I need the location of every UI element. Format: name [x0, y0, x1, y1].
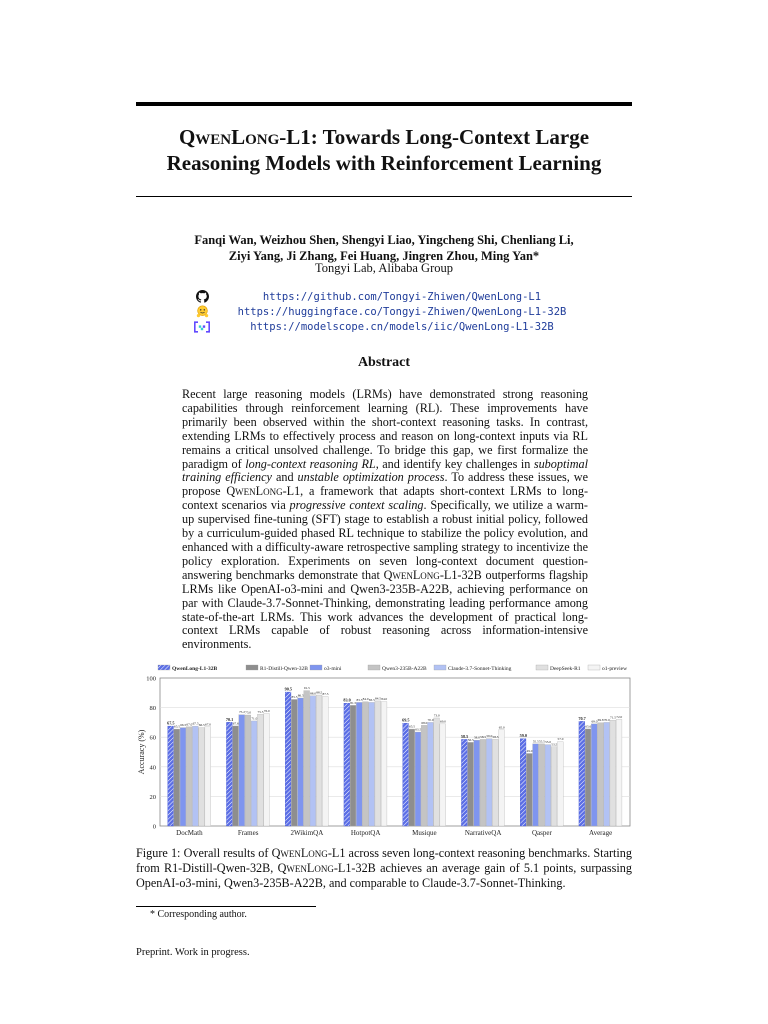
- bar: [604, 722, 610, 826]
- bar: [492, 739, 498, 826]
- bar: [174, 729, 180, 826]
- link-row-huggingface: [190, 304, 590, 319]
- abstract-paragraph: [182, 388, 588, 652]
- data-label: 66.5: [180, 723, 187, 728]
- abstract-emphasis: unstable optimization process: [297, 470, 445, 485]
- figure-1-chart: [136, 660, 632, 840]
- y-tick-label: 80: [149, 705, 156, 713]
- bar: [316, 695, 322, 826]
- data-label: 69.5: [402, 717, 410, 723]
- data-label: 70.7: [578, 715, 586, 721]
- bar-chart: [136, 660, 632, 840]
- bar: [415, 732, 421, 826]
- y-tick-label: 100: [146, 675, 156, 683]
- x-tick-label: 2WikimQA: [290, 829, 324, 837]
- bar: [363, 702, 369, 826]
- data-label: 53.5: [551, 742, 558, 747]
- bar: [180, 728, 186, 826]
- data-label: 87.5: [322, 692, 329, 696]
- data-label: 65.0: [498, 725, 505, 730]
- data-label: 69.0: [591, 719, 598, 724]
- data-label: 71.5: [610, 715, 616, 720]
- data-label: 59.0: [486, 734, 493, 739]
- data-label: 63.5: [415, 727, 422, 732]
- x-tick-label: Frames: [237, 829, 259, 837]
- abstract-emphasis: progressive context scaling: [289, 498, 424, 513]
- bar: [344, 703, 350, 826]
- data-label: 83.5: [356, 697, 363, 702]
- data-label: 68.0: [421, 720, 428, 725]
- title-smallcaps: QwenLong: [178, 125, 280, 149]
- huggingface-link[interactable]: https://huggingface.co/Tongyi-Zhiwen/QwenLong-L1-32B: [237, 305, 567, 318]
- bar: [579, 721, 585, 826]
- modelscope-icon: [190, 320, 214, 334]
- bar: [192, 726, 198, 826]
- bar: [257, 714, 263, 826]
- data-label: 65.5: [174, 724, 180, 729]
- caption-smallcaps: QwenLong: [277, 861, 334, 875]
- bar: [291, 699, 297, 826]
- data-label: 81.5: [350, 700, 357, 705]
- bar: [440, 724, 446, 826]
- bar: [304, 691, 310, 826]
- data-label: 85.5: [291, 694, 298, 699]
- data-label: 58.5: [460, 733, 469, 739]
- data-label: 72.0: [616, 714, 623, 719]
- bar: [226, 722, 232, 826]
- paper-title: [136, 124, 632, 176]
- footnote-rule: [136, 906, 316, 907]
- bar: [486, 739, 492, 826]
- data-label: 67.5: [167, 720, 175, 726]
- data-label: 88.0: [310, 691, 317, 696]
- data-label: 83.0: [343, 697, 351, 703]
- bar: [434, 718, 440, 826]
- data-label: 83.5: [368, 697, 375, 702]
- x-tick-label: Musique: [412, 829, 437, 837]
- data-label: 84.5: [375, 696, 381, 701]
- legend-swatch: [588, 665, 600, 670]
- data-label: 73.0: [433, 713, 440, 718]
- abstract-text: . Specifically, we utilize a warm-up supervised fine-tuning (SFT) stage to establish a robust initial policy, followed by a curriculum-guided phased RL technique to stabilize the policy evolution, and enhanced with a difficulty-aware retrospective sampling strategy to incentivize the policy exploration. Experiments on seven long-context document question-answering benchmarks demonstrate that: [182, 498, 588, 582]
- data-label: 88.5: [316, 690, 323, 695]
- data-label: 67.0: [186, 722, 193, 727]
- affiliation: Tongyi Lab, Alibaba Group: [315, 261, 453, 275]
- y-axis-label: Accuracy (%): [137, 729, 146, 775]
- x-tick-label: Average: [589, 829, 613, 837]
- abstract-smallcaps: QwenLong: [383, 567, 440, 582]
- y-tick-label: 40: [149, 764, 156, 772]
- abstract-emphasis: long-context reasoning RL: [245, 456, 376, 471]
- data-label: 59.0: [519, 733, 527, 739]
- data-label: 75.0: [245, 710, 252, 715]
- title-rule-top: [136, 102, 632, 106]
- data-label: 65.5: [409, 724, 415, 729]
- bar: [526, 753, 532, 826]
- data-label: 69.0: [440, 719, 446, 724]
- data-label: 90.5: [284, 686, 292, 692]
- data-label: 67.0: [205, 722, 211, 727]
- x-tick-label: NarrativeQA: [464, 829, 502, 837]
- bar: [585, 729, 591, 826]
- bar: [551, 747, 557, 826]
- bar: [369, 702, 375, 826]
- abstract-text: . To address these issues, we propose: [182, 470, 588, 499]
- bar: [245, 715, 251, 826]
- bar: [598, 723, 604, 826]
- data-label: 70.0: [603, 717, 610, 722]
- bar: [427, 722, 433, 826]
- legend-swatch: [368, 665, 380, 670]
- modelscope-link[interactable]: https://modelscope.cn/models/iic/QwenLong-L1-32B: [250, 320, 554, 333]
- abstract-smallcaps: QwenLong: [226, 484, 283, 499]
- data-label: 65.6: [585, 724, 592, 729]
- link-row-modelscope: [190, 319, 590, 334]
- legend-swatch: [158, 665, 170, 670]
- bar: [409, 729, 415, 826]
- huggingface-icon: [190, 305, 214, 319]
- bar: [461, 739, 467, 826]
- data-label: 49.0: [526, 748, 533, 753]
- bar: [421, 725, 427, 826]
- x-tick-label: DocMath: [176, 829, 203, 837]
- caption-smallcaps: QwenLong: [271, 846, 328, 860]
- caption-text: -L1 across seven long-context reasoning benchmarks. Starting from R1-Distill-Qwen-32B,: [136, 846, 632, 875]
- bar: [403, 723, 409, 826]
- data-label: 58.0: [473, 735, 480, 740]
- abstract-text: , and identify key challenges in: [375, 456, 534, 471]
- bar: [264, 714, 270, 826]
- abstract-text: Recent large reasoning models (LRMs) have demonstrated strong reasoning capabilities through reinforcement learning (RL). These improvements have primarily been observed within the short-context reasoning tasks. In contrast, extending LRMs to effectively process and reason on long-context inputs via RL remains a critical unsolved challenge. To bridge this gap, we first formalize the paradigm of: [182, 387, 588, 471]
- bar: [616, 719, 622, 826]
- bar: [474, 740, 480, 826]
- x-tick-label: Qasper: [531, 829, 552, 837]
- bar: [468, 742, 474, 826]
- bar: [545, 745, 551, 826]
- x-tick-label: HotpotQA: [350, 829, 381, 837]
- abstract-text: -L1, a framework that adapts short-context LRMs to long-context scenarios via: [182, 484, 589, 513]
- legend-label: DeepSeek-R1: [550, 666, 581, 672]
- data-label: 55.5: [532, 739, 539, 744]
- legend-label: R1-Distill-Qwen-32B: [260, 666, 308, 672]
- bar: [322, 697, 328, 827]
- link-row-github: [190, 289, 590, 304]
- bar: [381, 702, 387, 826]
- legend-swatch: [246, 665, 258, 670]
- bar: [251, 721, 257, 826]
- bar: [591, 724, 597, 826]
- project-links: [190, 289, 590, 334]
- bar: [298, 698, 304, 826]
- data-label: 57.0: [557, 737, 564, 742]
- legend-label: o1-preview: [602, 666, 628, 672]
- data-label: 56.5: [467, 737, 474, 742]
- bar: [375, 701, 381, 826]
- data-label: 84.0: [362, 697, 369, 702]
- bar: [539, 744, 545, 826]
- bar: [310, 696, 316, 826]
- github-icon: [190, 290, 214, 304]
- legend-swatch: [434, 665, 446, 670]
- figure-caption: [136, 846, 632, 891]
- data-label: 58.5: [492, 734, 499, 739]
- data-label: 76.0: [263, 709, 270, 714]
- data-label: 67.5: [192, 721, 199, 726]
- bar: [499, 730, 505, 826]
- data-label: 70.0: [427, 717, 434, 722]
- data-label: 70.1: [225, 716, 234, 722]
- authors-line-2: Ziyi Yang, Ji Zhang, Fei Huang, Jingren Zhou, Ming Yan*: [228, 249, 540, 263]
- bar: [285, 692, 291, 826]
- bar: [520, 739, 526, 826]
- data-label: 86.5: [297, 693, 304, 698]
- data-label: 75.5: [257, 709, 264, 714]
- bar: [356, 702, 362, 826]
- bar: [610, 720, 616, 826]
- bar: [186, 727, 192, 826]
- bar: [533, 744, 539, 826]
- bar: [168, 726, 174, 826]
- data-label: 75.2: [238, 710, 245, 715]
- caption-text: -L1-32B achieves an average gain of 5.1 points, surpassing OpenAI-o3-mini, Qwen3-235B-A22B, and comparable to Claude-3.7-Sonnet-Thinking.: [136, 861, 632, 890]
- data-label: 71.0: [251, 716, 258, 721]
- legend-swatch: [310, 665, 322, 670]
- data-label: 91.5: [303, 686, 310, 691]
- footnote: * Corresponding author.: [150, 909, 247, 920]
- bar: [233, 726, 239, 826]
- title-rest: -L1: Towards Long-Context Large Reasoning Models with Reinforcement Learning: [166, 125, 602, 175]
- bar: [350, 705, 356, 826]
- authors-line-1: Fanqi Wan, Weizhou Shen, Shengyi Liao, Yingcheng Shi, Chenliang Li,: [194, 233, 574, 247]
- y-tick-label: 60: [149, 734, 156, 742]
- abstract-body: [182, 388, 588, 652]
- legend-label: Claude-3.7-Sonnet-Thinking: [448, 666, 512, 672]
- legend-swatch: [536, 665, 548, 670]
- preprint-note: Preprint. Work in progress.: [136, 947, 250, 958]
- bar: [199, 728, 205, 826]
- title-rule-bottom: [136, 196, 632, 197]
- legend-label: o3-mini: [324, 666, 342, 672]
- data-label: 84.0: [381, 697, 388, 702]
- data-label: 69.8: [597, 718, 604, 723]
- legend-label: QwenLong-L1-32B: [172, 666, 218, 672]
- bar: [557, 742, 563, 826]
- github-link[interactable]: https://github.com/Tongyi-Zhiwen/QwenLong-L1: [262, 290, 542, 303]
- abstract-text: -L1-32B outperforms flagship LRMs like OpenAI-o3-mini and Qwen3-235B-A22B, achieving performance on par with Claude-3.7-Sonnet-Thinking, demonstrating leading performance among state-of-the-art LRMs. This work advances the development of practical long-context LRMs capable of robust reasoning across information-intensive environments.: [182, 567, 588, 652]
- data-label: 67.6: [232, 721, 239, 726]
- y-tick-label: 20: [149, 793, 156, 801]
- bar: [480, 739, 486, 826]
- abstract-emphasis: suboptimal training efficiency: [182, 456, 589, 485]
- data-label: 66.5: [198, 723, 205, 728]
- data-label: 55.0: [545, 740, 552, 745]
- data-label: 55.5: [538, 739, 545, 744]
- abstract-text: and: [271, 470, 298, 485]
- data-label: 58.5: [480, 734, 487, 739]
- legend-label: Qwen3-235B-A22B: [382, 666, 427, 672]
- abstract-heading: Abstract: [357, 355, 411, 370]
- bar: [205, 727, 211, 826]
- caption-text: Figure 1: Overall results of: [136, 846, 272, 860]
- author-list: [136, 232, 632, 264]
- y-tick-label: 0: [152, 823, 156, 831]
- bar: [239, 715, 245, 826]
